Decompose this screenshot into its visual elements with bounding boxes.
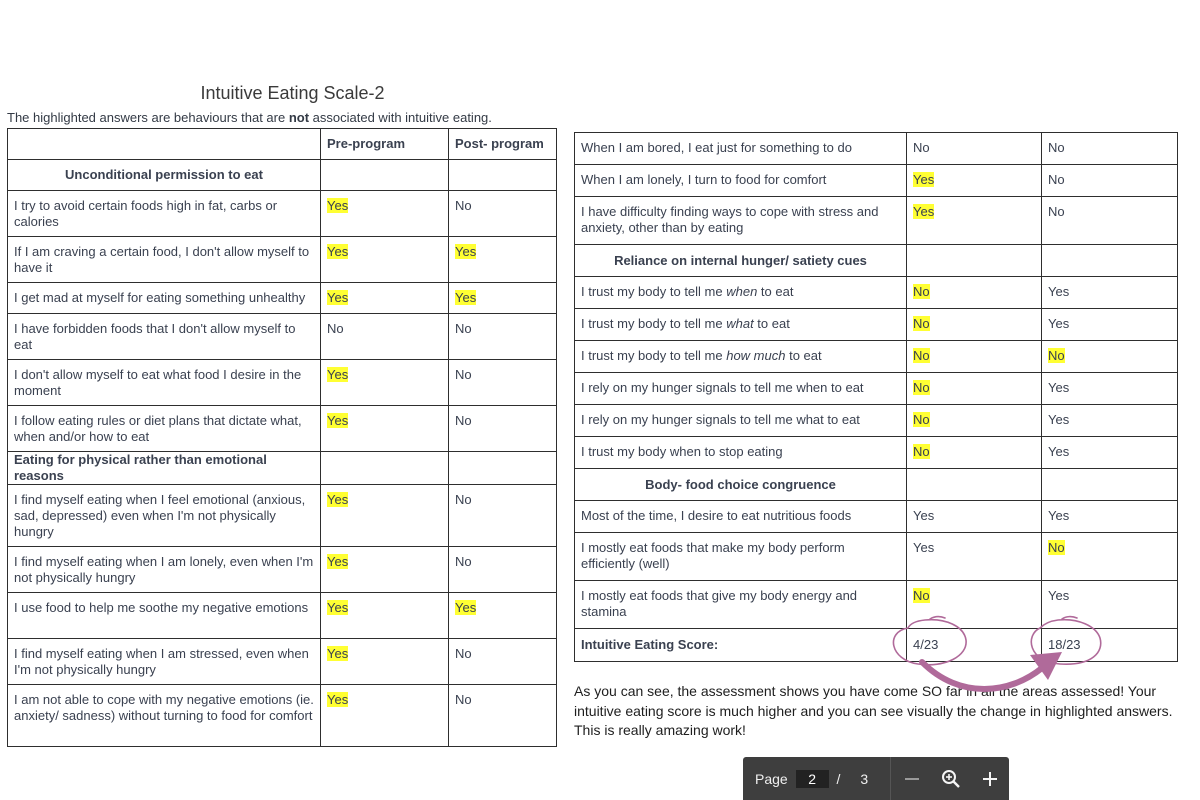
pre-program-answer — [907, 341, 1042, 373]
pre-program-answer — [321, 360, 449, 406]
pre-program-answer — [907, 405, 1042, 437]
pre-program-answer-text: Yes — [913, 508, 935, 523]
post-program-answer-text: Yes — [455, 600, 477, 615]
post-program-answer — [1042, 373, 1178, 405]
question-cell-text: When I am bored, I eat just for something to do — [581, 140, 852, 155]
pre-program-answer — [321, 314, 449, 360]
question-cell — [8, 639, 321, 685]
post-program-answer-text: No — [455, 554, 472, 569]
question-cell — [575, 341, 907, 373]
zoom-in-button[interactable] — [970, 757, 1009, 800]
question-cell — [8, 314, 321, 360]
pre-program-answer-text: Yes — [327, 646, 349, 661]
question-text: I trust my body to tell me — [581, 316, 727, 331]
pre-program-answer-text: Yes — [327, 600, 349, 615]
pre-program-answer-text: No — [913, 348, 930, 363]
post-program-answer — [449, 485, 557, 547]
pre-program-answer-text: Yes — [327, 367, 349, 382]
question-cell-text: I use food to help me soothe my negative emotions — [14, 600, 309, 615]
question-text: I trust my body to tell me — [581, 348, 727, 363]
question-cell — [575, 309, 907, 341]
post-program-answer-text: No — [455, 367, 472, 382]
table-row — [575, 133, 1178, 165]
post-program-answer — [1042, 501, 1178, 533]
post-program-answer — [449, 360, 557, 406]
table-row — [575, 501, 1178, 533]
pre-program-answer-text: Yes — [327, 492, 349, 507]
document-subtitle — [7, 110, 492, 125]
pre-program-answer — [907, 437, 1042, 469]
scale-table-right — [574, 132, 1178, 662]
pre-program-answer-text: Yes — [913, 540, 935, 555]
post-program-answer-text: Yes — [1048, 588, 1070, 603]
pre-program-answer — [321, 639, 449, 685]
pre-program-answer — [907, 373, 1042, 405]
pre-program-score: 4/23 — [907, 629, 1042, 662]
question-text-end: to eat — [753, 316, 790, 331]
question-cell — [8, 360, 321, 406]
question-text-end: to eat — [785, 348, 822, 363]
pre-program-cell — [321, 160, 449, 191]
page-separator: / — [836, 770, 841, 787]
post-program-answer — [1042, 405, 1178, 437]
question-cell-text: I follow eating rules or diet plans that dictate what, when and/or how to eat — [14, 413, 302, 444]
question-cell — [575, 581, 907, 629]
pre-program-answer — [321, 191, 449, 237]
pre-program-answer — [907, 309, 1042, 341]
plus-icon — [981, 770, 999, 788]
table-row — [575, 373, 1178, 405]
pre-program-cell — [321, 452, 449, 485]
question-cell-text: I trust my body when to stop eating — [581, 444, 783, 459]
section-heading: Reliance on internal hunger/ satiety cues — [575, 245, 907, 277]
pre-program-answer — [321, 593, 449, 639]
question-cell — [8, 547, 321, 593]
table-row — [575, 405, 1178, 437]
pre-program-answer-text: Yes — [327, 244, 349, 259]
post-program-answer-text: Yes — [1048, 380, 1070, 395]
post-program-answer — [1042, 533, 1178, 581]
question-emphasis: how much — [726, 348, 786, 363]
question-cell — [575, 197, 907, 245]
post-program-answer-text: Yes — [1048, 316, 1070, 331]
post-program-answer-text: Yes — [1048, 284, 1070, 299]
post-program-answer-text: No — [455, 321, 472, 336]
scale-table-left — [7, 128, 557, 747]
table-header-row — [8, 129, 557, 160]
table-row — [575, 197, 1178, 245]
table-row — [8, 547, 557, 593]
table-row — [575, 581, 1178, 629]
question-cell — [575, 501, 907, 533]
table-row — [575, 165, 1178, 197]
pre-program-cell — [907, 245, 1042, 277]
pre-program-answer-text: Yes — [327, 290, 349, 305]
pre-program-answer-text: No — [327, 321, 344, 336]
table-row — [8, 593, 557, 639]
post-program-answer-text: No — [1048, 172, 1065, 187]
pre-program-answer-text: Yes — [327, 198, 349, 213]
pre-program-answer-text: No — [913, 284, 930, 299]
post-program-answer — [1042, 437, 1178, 469]
question-cell — [8, 485, 321, 547]
post-program-answer-text: Yes — [455, 290, 477, 305]
section-row — [575, 245, 1178, 277]
post-program-answer — [449, 406, 557, 452]
pre-program-answer-text: Yes — [913, 204, 935, 219]
pre-program-answer — [321, 237, 449, 283]
column-header — [8, 129, 321, 160]
table-row — [575, 341, 1178, 373]
table-row — [575, 277, 1178, 309]
pre-program-answer-text: Yes — [327, 554, 349, 569]
post-program-answer-text: No — [455, 492, 472, 507]
post-program-answer — [449, 685, 557, 747]
pre-program-cell — [907, 469, 1042, 501]
question-cell — [575, 437, 907, 469]
question-cell — [575, 277, 907, 309]
question-cell-text: Most of the time, I desire to eat nutritious foods — [581, 508, 852, 523]
question-cell-text: I am not able to cope with my negative emotions (ie. anxiety/ sadness) without turning to food for comfort — [14, 692, 314, 723]
post-program-answer-text: Yes — [1048, 444, 1070, 459]
zoom-in-magnifier-icon — [941, 769, 961, 789]
score-row — [575, 629, 1178, 662]
post-program-answer — [1042, 165, 1178, 197]
question-cell — [8, 593, 321, 639]
post-program-cell — [449, 452, 557, 485]
post-program-answer-text: Yes — [1048, 412, 1070, 427]
pre-program-answer — [321, 406, 449, 452]
post-program-answer — [1042, 197, 1178, 245]
question-cell-text: I try to avoid certain foods high in fat, carbs or calories — [14, 198, 278, 229]
table-row — [8, 237, 557, 283]
question-cell-text: I rely on my hunger signals to tell me when to eat — [581, 380, 864, 395]
pre-program-answer — [907, 533, 1042, 581]
pre-program-answer — [321, 685, 449, 747]
pre-program-answer — [907, 581, 1042, 629]
table-row — [8, 485, 557, 547]
post-program-cell — [1042, 469, 1178, 501]
post-program-answer-text: No — [455, 198, 472, 213]
pre-program-answer-text: No — [913, 412, 930, 427]
question-cell-text: I don't allow myself to eat what food I desire in the moment — [14, 367, 302, 398]
post-program-cell — [1042, 245, 1178, 277]
table-row — [575, 309, 1178, 341]
section-row — [575, 469, 1178, 501]
table-row — [575, 533, 1178, 581]
question-emphasis: when — [726, 284, 758, 299]
post-program-answer-text: No — [1048, 540, 1065, 555]
pre-program-answer-text: Yes — [327, 413, 349, 428]
post-program-answer — [449, 639, 557, 685]
table-row — [8, 685, 557, 747]
section-row — [8, 160, 557, 191]
question-cell-text: If I am craving a certain food, I don't allow myself to have it — [14, 244, 310, 275]
question-cell-text: When I am lonely, I turn to food for comfort — [581, 172, 827, 187]
question-cell — [8, 283, 321, 314]
zoom-out-button[interactable] — [893, 757, 932, 800]
table-row — [8, 360, 557, 406]
question-cell — [8, 406, 321, 452]
question-cell — [575, 405, 907, 437]
post-program-answer-text: Yes — [455, 244, 477, 259]
table-row — [8, 283, 557, 314]
post-program-answer — [449, 283, 557, 314]
subtitle-bold-word: not — [288, 110, 310, 125]
minus-icon — [903, 770, 921, 788]
question-text: I trust my body to tell me — [581, 284, 727, 299]
section-row — [8, 452, 557, 485]
pre-program-answer-text: No — [913, 140, 930, 155]
subtitle-text-start: The highlighted answers are behaviours that are — [7, 110, 289, 125]
pre-program-answer-text: No — [913, 316, 930, 331]
post-program-score: 18/23 — [1042, 629, 1178, 662]
table-row — [575, 437, 1178, 469]
column-header: Pre-program — [321, 129, 449, 160]
pre-program-answer — [907, 165, 1042, 197]
question-cell-text: I mostly eat foods that give my body energy and stamina — [581, 588, 858, 619]
post-program-answer — [449, 547, 557, 593]
table-row — [8, 406, 557, 452]
table-row — [8, 639, 557, 685]
post-program-answer — [1042, 277, 1178, 309]
question-cell — [575, 133, 907, 165]
post-program-answer-text: No — [455, 646, 472, 661]
pre-program-answer — [321, 547, 449, 593]
post-program-answer — [1042, 581, 1178, 629]
post-program-answer — [449, 593, 557, 639]
column-header: Post- program — [449, 129, 557, 160]
toolbar-divider — [890, 757, 891, 800]
question-text-end: to eat — [757, 284, 794, 299]
question-cell — [8, 191, 321, 237]
question-cell-text: I find myself eating when I feel emotional (anxious, sad, depressed) even when I'm not physically hungry — [14, 492, 306, 539]
post-program-answer — [1042, 133, 1178, 165]
zoom-fit-button[interactable] — [932, 757, 971, 800]
subtitle-text-end: associated with intuitive eating. — [309, 110, 492, 125]
pre-program-answer-text: No — [913, 380, 930, 395]
post-program-answer-text: Yes — [1048, 508, 1070, 523]
question-cell — [8, 237, 321, 283]
post-program-cell — [449, 160, 557, 191]
question-emphasis: what — [726, 316, 754, 331]
post-program-answer — [1042, 341, 1178, 373]
post-program-answer-text: No — [455, 692, 472, 707]
pre-program-answer — [907, 277, 1042, 309]
question-cell — [575, 165, 907, 197]
question-cell — [8, 685, 321, 747]
pre-program-answer-text: Yes — [913, 172, 935, 187]
section-heading: Eating for physical rather than emotional reasons — [8, 452, 321, 485]
table-row — [8, 314, 557, 360]
post-program-answer — [449, 314, 557, 360]
pre-program-answer — [907, 133, 1042, 165]
question-cell-text: I mostly eat foods that make my body perform efficiently (well) — [581, 540, 845, 571]
table-row — [8, 191, 557, 237]
post-program-answer — [449, 191, 557, 237]
total-pages: 3 — [860, 770, 869, 787]
pre-program-answer — [321, 485, 449, 547]
question-cell — [575, 533, 907, 581]
post-program-answer-text: No — [1048, 140, 1065, 155]
post-program-answer — [1042, 309, 1178, 341]
pre-program-answer-text: No — [913, 444, 930, 459]
pre-program-answer — [907, 197, 1042, 245]
section-heading: Unconditional permission to eat — [8, 160, 321, 191]
question-cell-text: I have difficulty finding ways to cope with stress and anxiety, other than by eating — [581, 204, 879, 235]
post-program-answer — [449, 237, 557, 283]
post-program-answer-text: No — [455, 413, 472, 428]
question-cell-text: I find myself eating when I am lonely, even when I'm not physically hungry — [14, 554, 314, 585]
post-program-answer-text: No — [1048, 204, 1065, 219]
pdf-pager-toolbar — [743, 757, 1009, 800]
summary-paragraph: As you can see, the assessment shows you have come SO far in all the areas assessed! Your intuitive eating score is much higher and you can see visually the change in highlighted answers. This is really amazing work! — [574, 683, 1173, 738]
question-cell-text: I have forbidden foods that I don't allow myself to eat — [14, 321, 296, 352]
question-cell-text: I find myself eating when I am stressed, even when I'm not physically hungry — [14, 646, 309, 677]
page-label: Page — [755, 770, 788, 787]
document-title: Intuitive Eating Scale-2 — [200, 83, 385, 103]
pre-program-answer — [321, 283, 449, 314]
section-heading: Body- food choice congruence — [575, 469, 907, 501]
pre-program-answer — [907, 501, 1042, 533]
question-cell-text: I rely on my hunger signals to tell me what to eat — [581, 412, 860, 427]
post-program-answer-text: No — [1048, 348, 1065, 363]
page-number-input[interactable]: 2 — [796, 770, 829, 788]
pre-program-answer-text: No — [913, 588, 930, 603]
question-cell — [575, 373, 907, 405]
pre-program-answer-text: Yes — [327, 692, 349, 707]
score-label: Intuitive Eating Score: — [575, 629, 907, 662]
question-cell-text: I get mad at myself for eating something unhealthy — [14, 290, 306, 305]
